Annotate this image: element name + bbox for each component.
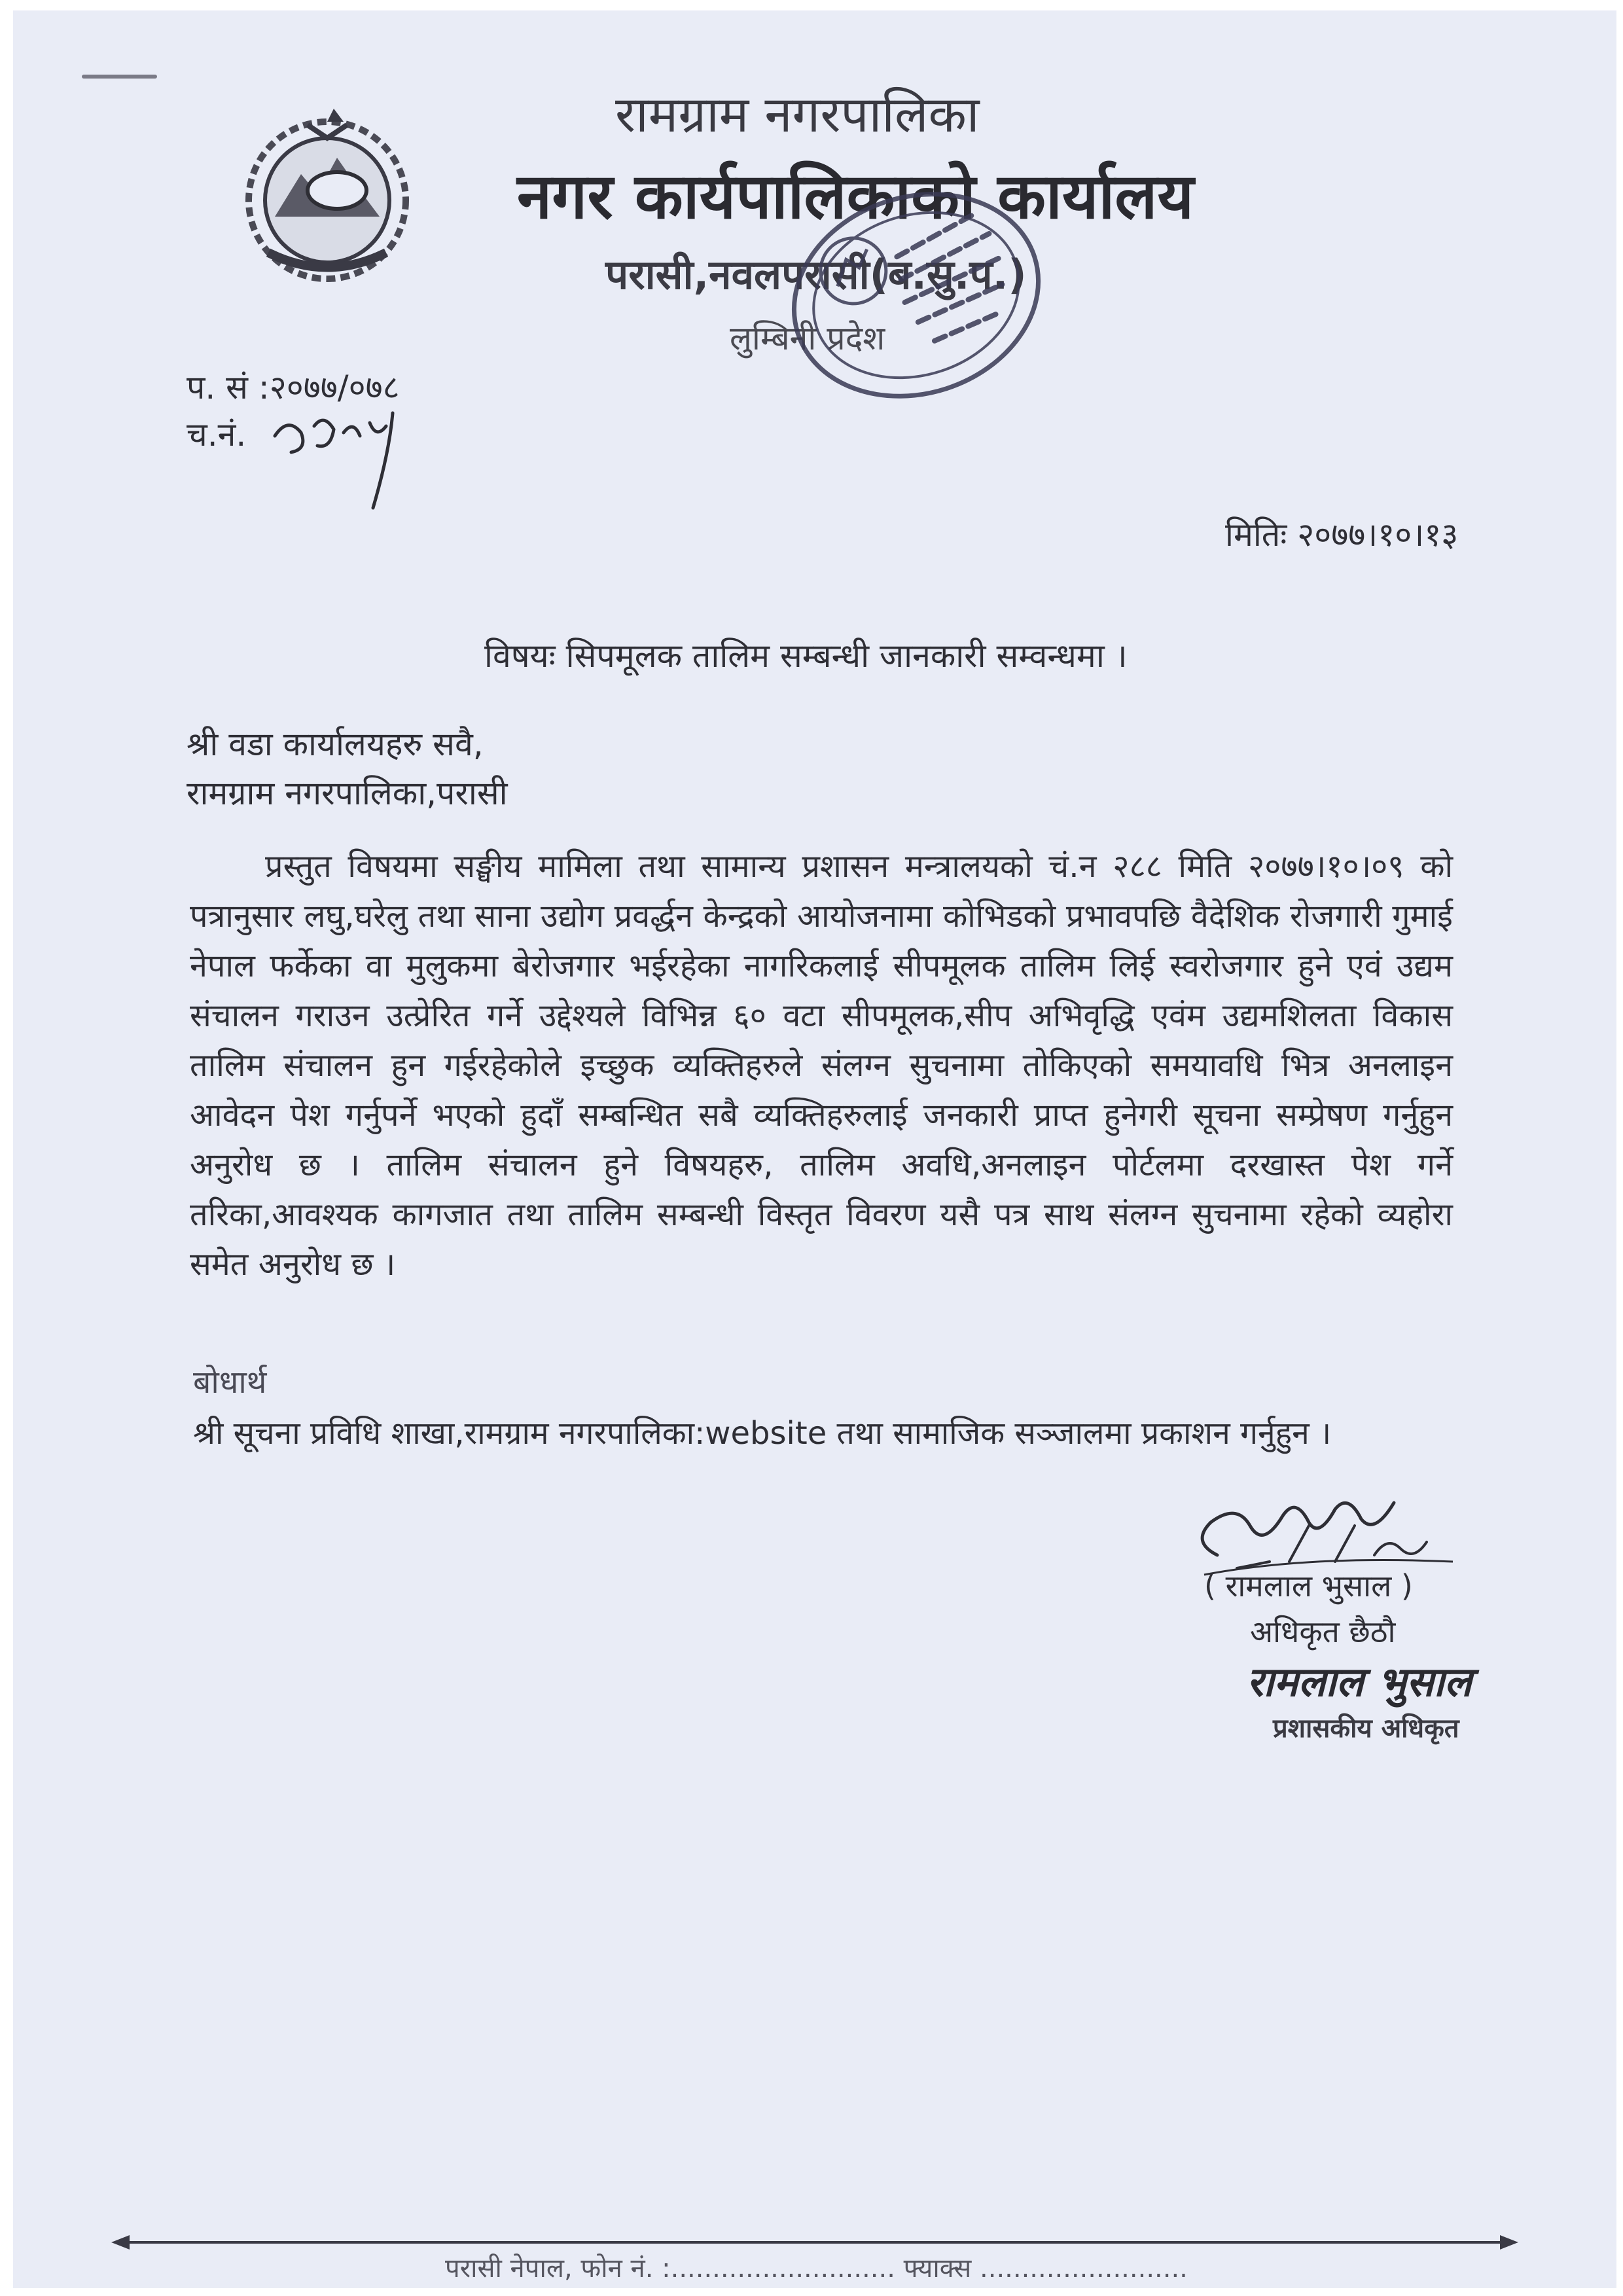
- municipality-name: रामग्राम नगरपालिका: [615, 85, 980, 143]
- office-title: नगर कार्यपालिकाको कार्यालय: [517, 160, 1194, 233]
- letter-body: प्रस्तुत विषयमा सङ्घीय मामिला तथा सामान्य प्रशासन मन्त्रालयको चं.न २८८ मिति २०७७।१०।०९ को पत्रानुसार लघु,घरेलु तथा साना उद्योग प्रवर्द्धन केन्द्रको आयोजनामा कोभिडको प्रभावपछि वैदेशिक रोजगारी गुमाई नेपाल फर्केका वा मुलुकमा बेरोजगार भईरहेका नागरिकलाई सीपमूलक तालिम लिई स्वरोजगार हुने एवं उद्यम संचालन गराउन उत्प्रेरित गर्ने उद्देश्यले विभिन्न ६० वटा सीपमूलक,सीप अभिवृद्धि एवंम उद्यमशिलता विकास तालिम संचालन हुन गईरहेकोले इच्छुक व्यक्तिहरुले संलग्न सुचनामा तोकिएको समयावधि भित्र अनलाइन आवेदन पेश गर्नुपर्ने भएको हुदाँ सम्बन्धित सबै व्यक्तिहरुलाई जनकारी प्राप्त हुनेगरी सूचना सम्प्रेषण गर्नुहुन अनुरोध छ । तालिम संचालन हुने विषयहरु, तालिम अवधि,अनलाइन पोर्टलमा दरखास्त पेश गर्ने तरिका,आवश्यक कागजात तथा तालिम सम्बन्धी विस्तृत विवरण यसै पत्र साथ संलग्न सुचनामा रहेको व्यहोरा समेत अनुरोध छ ।: [190, 848, 1453, 1283]
- scan-mark: [82, 75, 157, 79]
- nepal-emblem-icon: [229, 102, 425, 292]
- signer-name: ( रामलाल भुसाल ): [1204, 1568, 1413, 1604]
- letter-subject: विषयः सिपमूलक तालिम सम्बन्धी जानकारी सम्वन्धमा ।: [484, 637, 1128, 675]
- letter-page: [13, 10, 1616, 2288]
- office-stamp: [779, 174, 1054, 416]
- footer-contact: परासी नेपाल, फोन नं. :........................... फ्याक्स .........................: [445, 2253, 1188, 2284]
- office-province: लुम्बिनी प्रदेश: [730, 319, 885, 357]
- dispatch-number: च.नं.: [187, 416, 247, 454]
- handwritten-dispatch-number: [262, 387, 412, 511]
- name-seal-title: प्रशासकीय अधिकृत: [1273, 1713, 1459, 1744]
- handwritten-signature: [1178, 1463, 1492, 1581]
- cc-label: बोधार्थ: [193, 1364, 267, 1401]
- addressee-line-2: रामग्राम नगरपालिका,परासी: [187, 774, 508, 812]
- reference-number: प. सं :२०७७/०७८: [187, 368, 400, 406]
- letter-date: मितिः २०७७।१०।१३: [1225, 516, 1459, 554]
- office-location: परासी,नवलपरासी(ब.सु.प.): [605, 251, 1027, 298]
- addressee-line-1: श्री वडा कार्यालयहरु सवै,: [187, 725, 484, 763]
- cc-text: श्री सूचना प्रविधि शाखा,रामग्राम नगरपालिका:website तथा सामाजिक सञ्जालमा प्रकाशन गर्नुहुन ।: [193, 1415, 1332, 1452]
- signer-post: अधिकृत छैठौ: [1250, 1614, 1396, 1649]
- name-seal: रामलाल भुसाल: [1247, 1658, 1472, 1706]
